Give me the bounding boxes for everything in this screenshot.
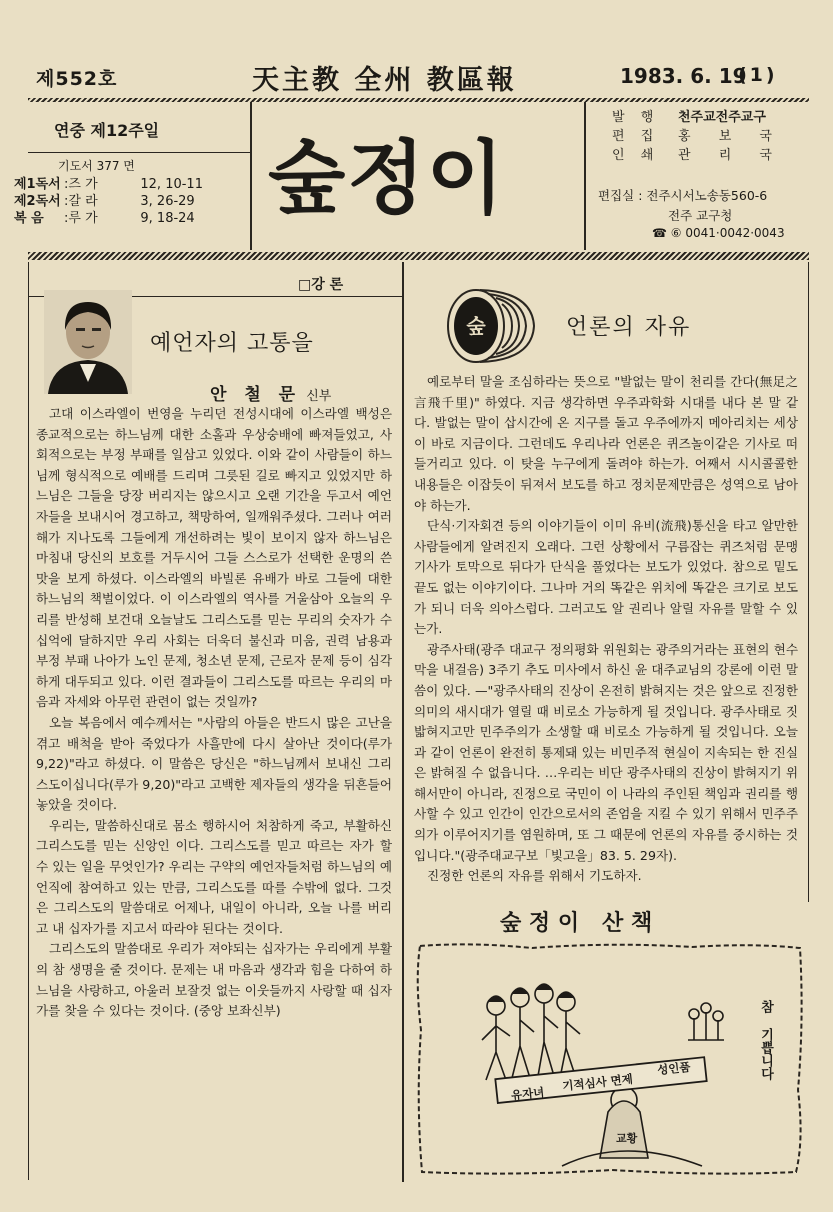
cartoon-frame: [412, 940, 806, 1178]
left-border: [28, 262, 29, 1180]
cartoon-title: 숲 정 이 산 책: [500, 911, 653, 936]
reading-ref: 9, 18-24: [140, 211, 195, 226]
liturgy-box: [14, 118, 246, 227]
author-name: 안 철 문: [210, 385, 302, 405]
reading-ref: 12, 10-11: [140, 177, 203, 192]
page-number: (1): [738, 64, 778, 86]
editorial-title: 언론의 자유: [566, 315, 692, 340]
reading-1: 제1독서 : 즈 가 12, 10-11: [14, 177, 203, 192]
author-title: 신부: [306, 389, 332, 404]
sermon-paragraph: 그리스도의 말씀대로 우리가 져야되는 십자가는 우리에게 부활의 참 생명을 줄 것이다. 문제는 내 마음과 생각과 힘을 다하여 하느님을 사랑하고, 아울러 보잘것 없는 이웃들까지 사랑할 때 십자가를 찾을 수 있다는 것이다. (중앙 보좌신부): [36, 941, 392, 1019]
sermon-title: 예언자의 고통을: [150, 331, 314, 356]
sermon-section-label: □강 론: [298, 277, 344, 293]
reading-gospel: 복 음 : 루 가 9, 18-24: [14, 211, 195, 226]
publisher-row: 발 행 천주교전주교구: [612, 110, 766, 125]
publisher-box: [612, 108, 784, 165]
editorial-body: [414, 372, 798, 904]
sermon-author: [210, 380, 331, 405]
reading-label: 제2독서: [14, 194, 61, 209]
editorial-paragraph: 광주사태(광주 대교구 정의평화 위원회는 광주의거라는 표현의 현수막을 내걸음) 3주기 추도 미사에서 하신 윤 대주교님의 강론에 이런 말씀이 있다. —"광주사태의 진상이 온전히 밝혀지는 것은 앞으로 진정한 의미의 새시대가 열릴 때 비로소 가능하게 될 것입니다. 광주사태로 짓밟혀지고만 민주주의가 소생할 때 비로소 가능하게 될 것입니다. 오늘과 같이 언론이 완전히 통제돼 있는 비민주적 현실이 지속되는 한 진실은 밝혀질 수 없읍니다. …우리는 비단 광주사태의 진상이 밝혀지기 위해서만이 아니라, 진정으로 국민이 이 나라의 주인된 책임과 권리를 행사할 수 있고 인간이 인간으로서의 존엄을 지킬 수 있기 위해서 민주주의가 이루어지기를 염원하며, 또 그 때문에 언론의 자유를 중시하는 것입니다."(광주대교구보「빛고을」83. 5. 29자).: [414, 641, 798, 863]
priest-portrait: [44, 290, 132, 394]
issue-number: 제552호: [36, 68, 118, 90]
reading-label: 복 음: [14, 211, 44, 226]
editorial-logo: [442, 284, 538, 368]
cartoon-seal: 교황: [616, 1132, 638, 1145]
publisher-row: 인 쇄 관 리 국: [612, 148, 784, 163]
publisher-row: 편 집 홍 보 국: [612, 129, 784, 144]
reading-2: 제2독서 : 갈 라 3, 26-29: [14, 194, 195, 209]
right-border: [808, 262, 809, 902]
masthead-title: 숲정이: [268, 132, 506, 225]
masthead-divider-right: [584, 102, 586, 250]
cartoon-label: 기적심사 면제: [561, 1071, 634, 1094]
publication-name: 天主教 全州 教區報: [252, 65, 517, 96]
cartoon-label: 유자녀: [510, 1085, 546, 1103]
sermon-body: [36, 404, 392, 1164]
prayer-book: 기도서 377 면: [58, 159, 135, 173]
liturgical-week: 연중 제12주일: [54, 121, 160, 140]
reading-book: 즈 가: [68, 177, 98, 192]
cartoon-label: 성인품: [656, 1059, 692, 1078]
logo-text: 숲: [466, 314, 486, 338]
editorial-paragraph: 진정한 언론의 자유를 위해서 기도하자.: [427, 868, 642, 884]
publisher-address-2: 전주 교구청: [668, 208, 733, 223]
reading-ref: 3, 26-29: [140, 194, 195, 209]
sermon-paragraph: 오늘 복음에서 예수께서는 "사람의 아들은 반드시 많은 고난을 겪고 배척을 받아 죽었다가 사흘만에 다시 살아난 것이다(루가 9,22)"라고 하셨다. 이 말씀은 당신은 "하느님께서 보내신 그리스도이십니다(루가 9,20)"라고 고백한 제자들의 생각을 뒤흔들어 놓았을 것이다.: [36, 714, 392, 813]
masthead-rule: [28, 252, 809, 260]
sermon-paragraph: 고대 이스라엘이 번영을 누리던 전성시대에 이스라엘 백성은 종교적으로는 하느님께 대한 소홀과 우상숭배에 빠져들었고, 사회적으로는 부정 부패를 일삼고 있었다. 이와 같이 사람들이 하느님께 형식적으로 예배를 드리며 그릇된 길로 빠지고 있었지만 하느님은 그들을 당장 버리지는 않으시고 오랜 기간을 두고서 예언자들을 보내시어 경고하고, 책망하여, 일깨워주셨다. 그러나 여러 해가 지나도록 그들에게 개선하려는 빛이 보이지 않자 하느님은 마침내 당신의 보호를 거두시어 그들 스스로가 선택한 운명의 쓴 맛을 보게 하셨다. 이스라엘의 바빌론 유배가 바로 그들에 대한 하느님의 책벌이었다. 이 이스라엘의 역사를 거울삼아 오늘의 우리를 반성해 보건대 오늘날도 그리스도를 믿는 무리의 숫자가 수십억에 달하지만 우리 사회는 더욱더 불신과 미움, 권력 남용과 부정 부패 나아가 노인 문제, 청소년 문제, 근로자 문제 등이 심각하게 대두되고 있다. 이런 결과들이 그리스도를 따르는 우리의 마음과 자세와 아무런 관련이 없는 것일까?: [36, 406, 392, 710]
top-rule: [28, 98, 809, 102]
publisher-phone: ☎ ⑥ 0041·0042·0043: [652, 226, 785, 240]
sermon-paragraph: 우리는, 말씀하신대로 몸소 행하시어 처참하게 죽고, 부활하신 그리스도를 믿는 신앙인 이다. 그리스도를 믿고 따르는 자가 할 수 있는 일을 무엇인가? 우리는 구약의 예언자들처럼 하느님의 예언직에 참여하고 있는 만큼, 그리스도를 따를 수밖에 없다. 그것은 그리스도의 말씀대로 어제나, 내일이 아니라, 오늘 나를 버리고 내 십자가를 지고서 따라야 된다는 것이다.: [36, 817, 392, 936]
publisher-address: 편집실 : 전주시서노송동560-6: [598, 188, 768, 203]
issue-date: 1983. 6. 19: [620, 64, 747, 88]
reading-book: 루 가: [68, 211, 98, 226]
reading-label: 제1독서: [14, 177, 61, 192]
editorial-paragraph: 예로부터 말을 조심하라는 뜻으로 "발없는 말이 천리를 간다(無足之言飛千里)" 하였다. 지금 생각하면 우주과학화 시대를 내다 본 말 같다. 발없는 말이 삽시간에 온 지구를 돌고 우주에까지 메아리치는 세상이 바로 지금이다. 그런데도 우리나라 언론은 퀴즈놀이같은 기사로 떠들거리고 있다. 이 탓을 누구에게 돌려야 하는가. 어째서 시시콜콜한 내용들은 이잡듯이 뒤져서 보도를 하고 정치문제만큼은 성역으로 남아야 하는가.: [414, 374, 798, 513]
editorial-paragraph: 단식·기자회견 등의 이야기들이 이미 유비(流飛)통신을 타고 알만한 사람들에게 알려진지 오래다. 그런 상황에서 구름잡는 퀴즈처럼 문맹 기사가 토막으로 뒤다가 단식을 풀었다는 보도가 있었다. 참으로 밑도 끝도 없는 이야기이다. 그나마 거의 똑같은 위치에 똑같은 크기로 보도가 되니 더욱 의아스럽다. 그러고도 알 권리나 알릴 자유를 말할 수 있는가.: [414, 518, 798, 637]
masthead-divider-left: [250, 102, 252, 250]
reading-book: 갈 라: [68, 194, 98, 209]
cartoon-side-caption: 참 기쁩니다: [758, 1000, 773, 1080]
column-divider: [402, 262, 404, 1182]
